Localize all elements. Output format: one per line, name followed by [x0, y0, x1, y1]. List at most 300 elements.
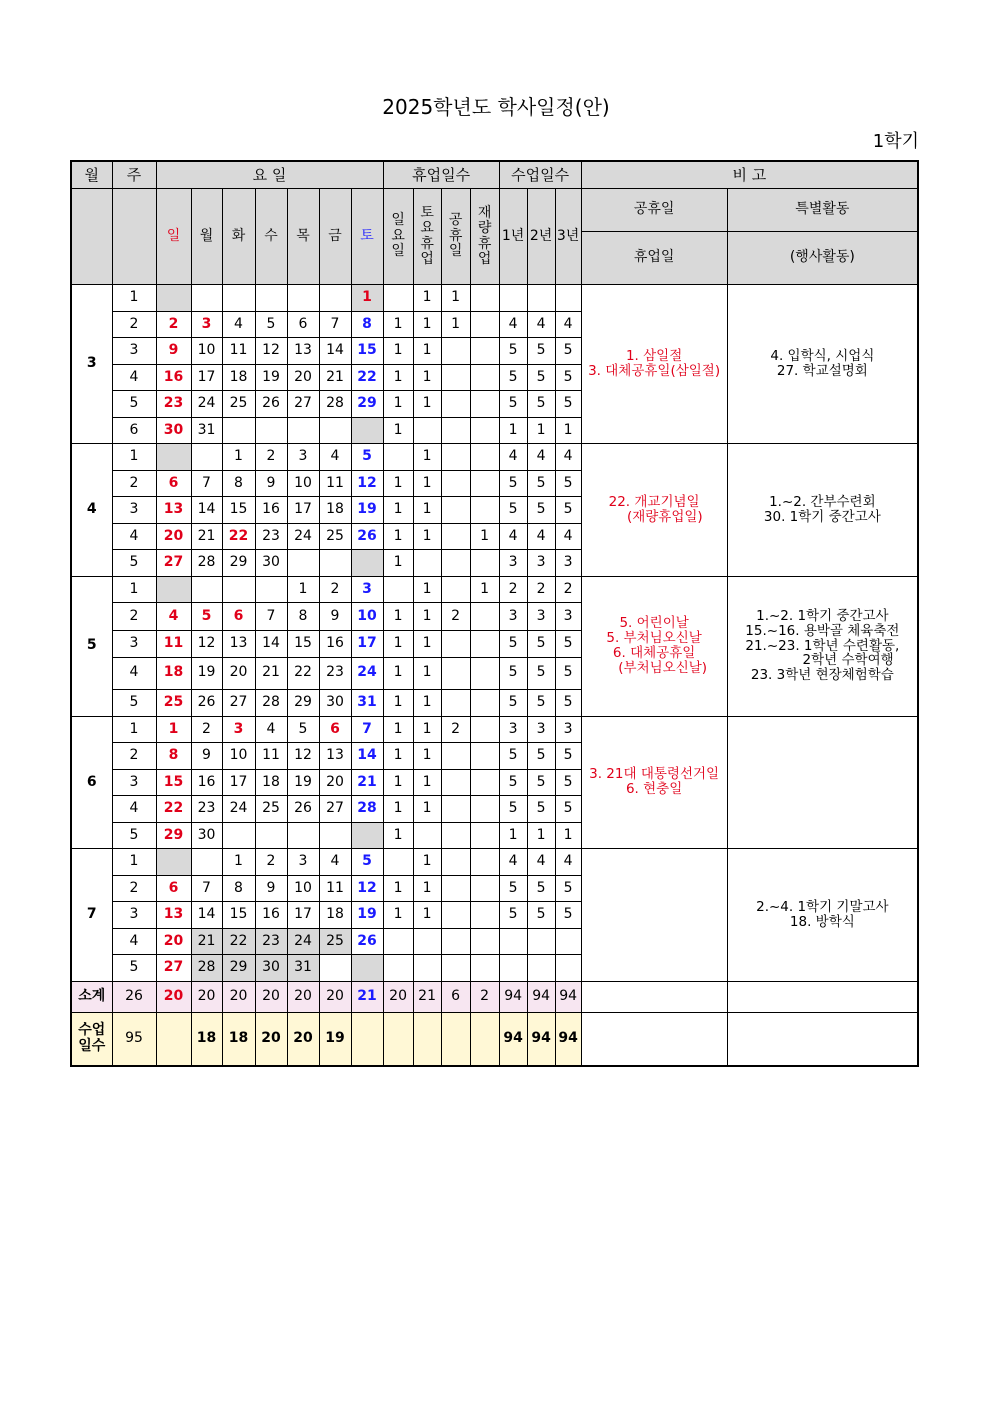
off-day-cell: 1	[383, 470, 413, 497]
header-grade-1: 1년	[499, 189, 527, 285]
day-cell: 9	[255, 875, 287, 902]
day-cell: 9	[319, 603, 351, 631]
subtotal-class: 94	[499, 981, 527, 1012]
total-day: 20	[287, 1012, 319, 1066]
day-cell: 21	[255, 657, 287, 689]
day-cell	[351, 417, 383, 444]
header-class-days: 수업일수	[499, 161, 581, 189]
day-cell: 11	[255, 743, 287, 770]
off-day-cell	[441, 364, 470, 391]
day-cell: 1	[351, 285, 383, 312]
day-cell	[351, 550, 383, 577]
header-off-discretionary	[470, 189, 499, 285]
day-cell: 10	[287, 875, 319, 902]
off-day-cell	[383, 285, 413, 312]
subtotal-event-blank	[727, 981, 918, 1012]
day-cell: 17	[287, 902, 319, 929]
class-day-cell: 4	[499, 849, 527, 876]
day-cell: 20	[222, 657, 255, 689]
off-day-cell	[470, 417, 499, 444]
week-number: 3	[112, 631, 156, 658]
class-day-cell: 1	[499, 417, 527, 444]
subtotal-day: 20	[287, 981, 319, 1012]
day-cell	[319, 417, 351, 444]
off-day-cell	[470, 470, 499, 497]
off-day-cell: 1	[383, 689, 413, 716]
day-cell	[255, 285, 287, 312]
day-cell: 3	[351, 576, 383, 603]
off-day-cell	[470, 364, 499, 391]
header-off-days: 휴업일수	[383, 161, 499, 189]
holiday-note	[581, 849, 727, 982]
off-day-cell: 1	[383, 657, 413, 689]
week-number: 4	[112, 796, 156, 823]
week-number: 1	[112, 576, 156, 603]
off-day-cell	[441, 875, 470, 902]
week-number: 3	[112, 902, 156, 929]
day-cell: 14	[351, 743, 383, 770]
day-cell: 13	[319, 743, 351, 770]
day-cell: 15	[351, 338, 383, 365]
class-day-cell: 5	[555, 875, 581, 902]
class-day-cell: 4	[527, 523, 555, 550]
class-day-cell: 5	[499, 657, 527, 689]
subtotal-day: 20	[156, 981, 191, 1012]
off-day-cell: 1	[413, 769, 441, 796]
class-day-cell: 5	[527, 769, 555, 796]
class-day-cell: 4	[555, 849, 581, 876]
day-cell: 27	[156, 550, 191, 577]
class-day-cell: 1	[527, 417, 555, 444]
class-day-cell	[555, 955, 581, 982]
header-grade-2: 2년	[527, 189, 555, 285]
header-closure: 휴업일	[581, 232, 727, 285]
header-month: 월	[71, 161, 112, 189]
day-cell: 18	[255, 769, 287, 796]
off-day-cell	[441, 743, 470, 770]
class-day-cell: 5	[555, 743, 581, 770]
class-day-cell: 5	[527, 875, 555, 902]
day-cell: 26	[287, 796, 319, 823]
off-day-cell	[441, 822, 470, 849]
day-cell: 28	[191, 550, 222, 577]
day-cell: 16	[255, 497, 287, 524]
header-public-holiday: 공휴일	[581, 189, 727, 232]
off-day-cell	[441, 769, 470, 796]
day-cell: 24	[351, 657, 383, 689]
class-day-cell: 5	[499, 470, 527, 497]
class-day-cell: 5	[555, 497, 581, 524]
off-day-cell	[413, 417, 441, 444]
day-cell: 15	[222, 902, 255, 929]
class-day-cell: 5	[555, 902, 581, 929]
day-cell: 26	[351, 523, 383, 550]
header-week-blank	[112, 189, 156, 285]
off-day-cell: 1	[383, 631, 413, 658]
day-cell: 3	[287, 849, 319, 876]
day-cell: 7	[191, 875, 222, 902]
day-cell: 30	[191, 822, 222, 849]
off-day-cell: 1	[383, 338, 413, 365]
off-day-cell	[383, 955, 413, 982]
week-row	[71, 285, 918, 312]
day-cell: 2	[156, 311, 191, 338]
header-day-sat: 토	[351, 189, 383, 285]
week-number: 4	[112, 928, 156, 955]
class-day-cell: 4	[527, 311, 555, 338]
day-cell: 4	[156, 603, 191, 631]
holiday-note: 22. 개교기념일 (재량휴업일)	[581, 444, 727, 577]
day-cell: 12	[351, 470, 383, 497]
total-day: 20	[255, 1012, 287, 1066]
total-day: 19	[319, 1012, 351, 1066]
off-day-cell: 1	[441, 311, 470, 338]
semester-label: 1학기	[872, 131, 919, 152]
day-cell: 10	[191, 338, 222, 365]
week-row	[71, 716, 918, 743]
day-cell	[319, 550, 351, 577]
off-day-cell	[383, 849, 413, 876]
class-day-cell: 5	[527, 391, 555, 418]
off-day-cell	[441, 338, 470, 365]
schedule-body	[71, 285, 918, 1066]
class-day-cell: 5	[499, 689, 527, 716]
off-day-cell: 1	[383, 550, 413, 577]
day-cell: 28	[351, 796, 383, 823]
page-title: 2025학년도 학사일정(안)	[382, 95, 610, 119]
off-day-cell	[470, 631, 499, 658]
class-day-cell: 2	[555, 576, 581, 603]
off-day-cell	[441, 849, 470, 876]
off-day-cell	[441, 444, 470, 471]
header-off-sunday	[383, 189, 413, 285]
week-number: 4	[112, 523, 156, 550]
total-day: 18	[191, 1012, 222, 1066]
day-cell: 27	[287, 391, 319, 418]
day-cell: 17	[191, 364, 222, 391]
class-day-cell: 5	[555, 338, 581, 365]
off-day-cell	[470, 769, 499, 796]
day-cell: 6	[222, 603, 255, 631]
class-day-cell: 4	[499, 444, 527, 471]
off-day-cell	[441, 391, 470, 418]
day-cell: 31	[351, 689, 383, 716]
off-day-cell: 1	[413, 285, 441, 312]
day-cell: 5	[351, 849, 383, 876]
day-cell: 18	[156, 657, 191, 689]
day-cell: 1	[222, 849, 255, 876]
off-day-cell: 1	[383, 311, 413, 338]
day-cell: 23	[255, 928, 287, 955]
day-cell	[351, 822, 383, 849]
day-cell: 7	[319, 311, 351, 338]
subtotal-day: 20	[319, 981, 351, 1012]
off-day-cell	[413, 955, 441, 982]
day-cell: 10	[287, 470, 319, 497]
off-day-cell	[383, 928, 413, 955]
subtotal-class: 94	[527, 981, 555, 1012]
off-day-cell	[470, 822, 499, 849]
class-day-cell: 3	[499, 716, 527, 743]
off-day-cell	[470, 955, 499, 982]
day-cell: 7	[191, 470, 222, 497]
off-day-cell	[441, 928, 470, 955]
week-number: 1	[112, 849, 156, 876]
class-day-cell: 5	[555, 796, 581, 823]
off-day-cell	[470, 550, 499, 577]
day-cell: 17	[287, 497, 319, 524]
off-day-cell: 1	[413, 875, 441, 902]
day-cell: 16	[191, 769, 222, 796]
week-number: 1	[112, 444, 156, 471]
day-cell: 24	[222, 796, 255, 823]
day-cell: 6	[156, 470, 191, 497]
day-cell: 19	[191, 657, 222, 689]
class-day-cell: 5	[527, 796, 555, 823]
off-day-cell	[470, 444, 499, 471]
off-day-cell: 1	[413, 716, 441, 743]
class-day-cell: 5	[527, 631, 555, 658]
day-cell: 4	[222, 311, 255, 338]
day-cell: 16	[156, 364, 191, 391]
day-cell	[287, 417, 319, 444]
class-day-cell: 5	[555, 689, 581, 716]
header-grade-3: 3년	[555, 189, 581, 285]
subtotal-off: 21	[413, 981, 441, 1012]
week-number: 6	[112, 417, 156, 444]
off-day-cell	[470, 716, 499, 743]
off-day-cell: 1	[413, 391, 441, 418]
off-day-cell: 1	[413, 523, 441, 550]
class-day-cell: 4	[527, 849, 555, 876]
class-day-cell: 5	[499, 497, 527, 524]
class-day-cell: 5	[499, 631, 527, 658]
class-day-cell: 5	[527, 338, 555, 365]
week-row	[71, 444, 918, 471]
off-day-cell	[413, 550, 441, 577]
day-cell: 28	[255, 689, 287, 716]
total-day: 18	[222, 1012, 255, 1066]
class-day-cell: 3	[527, 716, 555, 743]
subtotal-class: 94	[555, 981, 581, 1012]
day-cell: 27	[222, 689, 255, 716]
day-cell: 1	[156, 716, 191, 743]
subtotal-day: 20	[191, 981, 222, 1012]
class-day-cell: 5	[499, 796, 527, 823]
day-cell: 25	[255, 796, 287, 823]
header-events: (행사활동)	[727, 232, 918, 285]
off-day-cell: 1	[441, 285, 470, 312]
day-cell: 7	[351, 716, 383, 743]
off-day-cell: 1	[413, 311, 441, 338]
day-cell	[156, 285, 191, 312]
off-day-cell: 1	[413, 743, 441, 770]
day-cell: 27	[319, 796, 351, 823]
day-cell: 23	[156, 391, 191, 418]
day-cell: 21	[191, 523, 222, 550]
off-day-cell	[441, 631, 470, 658]
day-cell	[156, 849, 191, 876]
class-day-cell: 4	[555, 444, 581, 471]
class-day-cell: 5	[499, 743, 527, 770]
day-cell: 20	[156, 523, 191, 550]
off-day-cell: 1	[470, 576, 499, 603]
class-day-cell	[555, 285, 581, 312]
total-class: 94	[499, 1012, 527, 1066]
class-day-cell	[527, 955, 555, 982]
schedule-table	[70, 160, 919, 1067]
total-class: 94	[527, 1012, 555, 1066]
holiday-note: 5. 어린이날 5. 부처님오신날 6. 대체공휴일 (부처님오신날)	[581, 576, 727, 716]
class-day-cell: 5	[527, 657, 555, 689]
day-cell: 19	[287, 769, 319, 796]
total-week: 95	[112, 1012, 156, 1066]
off-day-cell	[470, 796, 499, 823]
off-day-cell: 1	[413, 497, 441, 524]
day-cell: 11	[319, 875, 351, 902]
class-day-cell: 5	[499, 902, 527, 929]
day-cell: 24	[287, 928, 319, 955]
off-day-cell: 1	[413, 796, 441, 823]
day-cell	[287, 822, 319, 849]
class-day-cell: 5	[555, 391, 581, 418]
class-day-cell: 1	[555, 417, 581, 444]
day-cell: 2	[255, 849, 287, 876]
day-cell: 24	[191, 391, 222, 418]
day-cell: 12	[351, 875, 383, 902]
day-cell: 24	[287, 523, 319, 550]
day-cell: 12	[191, 631, 222, 658]
day-cell: 10	[351, 603, 383, 631]
day-cell: 17	[351, 631, 383, 658]
off-day-cell: 1	[383, 822, 413, 849]
day-cell	[191, 849, 222, 876]
day-cell: 25	[319, 928, 351, 955]
day-cell: 23	[319, 657, 351, 689]
day-cell: 8	[351, 311, 383, 338]
day-cell: 16	[255, 902, 287, 929]
header-off-discretionary-label: 재량휴업	[477, 204, 492, 267]
day-cell: 20	[156, 928, 191, 955]
off-day-cell	[441, 657, 470, 689]
off-day-cell: 1	[383, 497, 413, 524]
day-cell: 3	[222, 716, 255, 743]
class-day-cell: 5	[527, 743, 555, 770]
day-cell	[255, 576, 287, 603]
day-cell: 22	[351, 364, 383, 391]
day-cell: 6	[287, 311, 319, 338]
header-remarks: 비 고	[581, 161, 918, 189]
day-cell: 2	[255, 444, 287, 471]
day-cell: 31	[287, 955, 319, 982]
off-day-cell: 1	[383, 523, 413, 550]
class-day-cell: 2	[527, 576, 555, 603]
off-day-cell	[470, 497, 499, 524]
off-day-cell: 1	[383, 902, 413, 929]
week-number: 3	[112, 769, 156, 796]
subtotal-off: 2	[470, 981, 499, 1012]
off-day-cell: 2	[441, 603, 470, 631]
day-cell: 25	[156, 689, 191, 716]
off-day-cell	[470, 311, 499, 338]
week-number: 5	[112, 822, 156, 849]
day-cell: 21	[191, 928, 222, 955]
day-cell: 23	[191, 796, 222, 823]
total-label: 수업 일수	[71, 1012, 112, 1066]
day-cell: 23	[255, 523, 287, 550]
day-cell: 2	[191, 716, 222, 743]
off-day-cell: 1	[383, 743, 413, 770]
total-off	[413, 1012, 441, 1066]
class-day-cell	[527, 285, 555, 312]
day-cell: 8	[222, 470, 255, 497]
header-week: 주	[112, 161, 156, 189]
header-off-public-label: 공휴일	[448, 212, 463, 260]
total-day	[351, 1012, 383, 1066]
off-day-cell: 1	[383, 364, 413, 391]
class-day-cell: 3	[555, 716, 581, 743]
subtotal-day: 21	[351, 981, 383, 1012]
class-day-cell: 4	[555, 311, 581, 338]
off-day-cell	[441, 902, 470, 929]
day-cell: 10	[222, 743, 255, 770]
subtotal-row	[71, 981, 918, 1012]
holiday-note: 1. 삼일절 3. 대체공휴일(삼일절)	[581, 285, 727, 444]
class-day-cell: 5	[499, 338, 527, 365]
day-cell	[255, 822, 287, 849]
day-cell: 13	[287, 338, 319, 365]
off-day-cell: 1	[383, 796, 413, 823]
day-cell	[222, 417, 255, 444]
class-day-cell: 5	[555, 470, 581, 497]
off-day-cell	[470, 928, 499, 955]
day-cell: 19	[351, 497, 383, 524]
class-day-cell: 4	[527, 444, 555, 471]
class-day-cell: 1	[499, 822, 527, 849]
day-cell: 12	[287, 743, 319, 770]
off-day-cell	[441, 523, 470, 550]
day-cell: 26	[255, 391, 287, 418]
class-day-cell: 4	[499, 523, 527, 550]
week-number: 2	[112, 875, 156, 902]
day-cell: 30	[255, 955, 287, 982]
off-day-cell: 1	[383, 603, 413, 631]
day-cell	[222, 822, 255, 849]
day-cell: 8	[287, 603, 319, 631]
day-cell: 22	[156, 796, 191, 823]
off-day-cell: 1	[413, 444, 441, 471]
day-cell: 26	[351, 928, 383, 955]
day-cell: 22	[222, 523, 255, 550]
header-day-wed: 수	[255, 189, 287, 285]
day-cell: 29	[222, 550, 255, 577]
subtotal-day: 20	[222, 981, 255, 1012]
month-cell: 7	[71, 849, 112, 982]
month-cell: 6	[71, 716, 112, 849]
off-day-cell	[470, 689, 499, 716]
off-day-cell: 1	[383, 716, 413, 743]
class-day-cell: 5	[527, 470, 555, 497]
day-cell: 17	[222, 769, 255, 796]
day-cell: 3	[191, 311, 222, 338]
day-cell: 18	[222, 364, 255, 391]
off-day-cell: 1	[413, 631, 441, 658]
header-day-sun: 일	[156, 189, 191, 285]
day-cell: 3	[287, 444, 319, 471]
total-off	[441, 1012, 470, 1066]
day-cell: 22	[222, 928, 255, 955]
off-day-cell: 1	[383, 769, 413, 796]
